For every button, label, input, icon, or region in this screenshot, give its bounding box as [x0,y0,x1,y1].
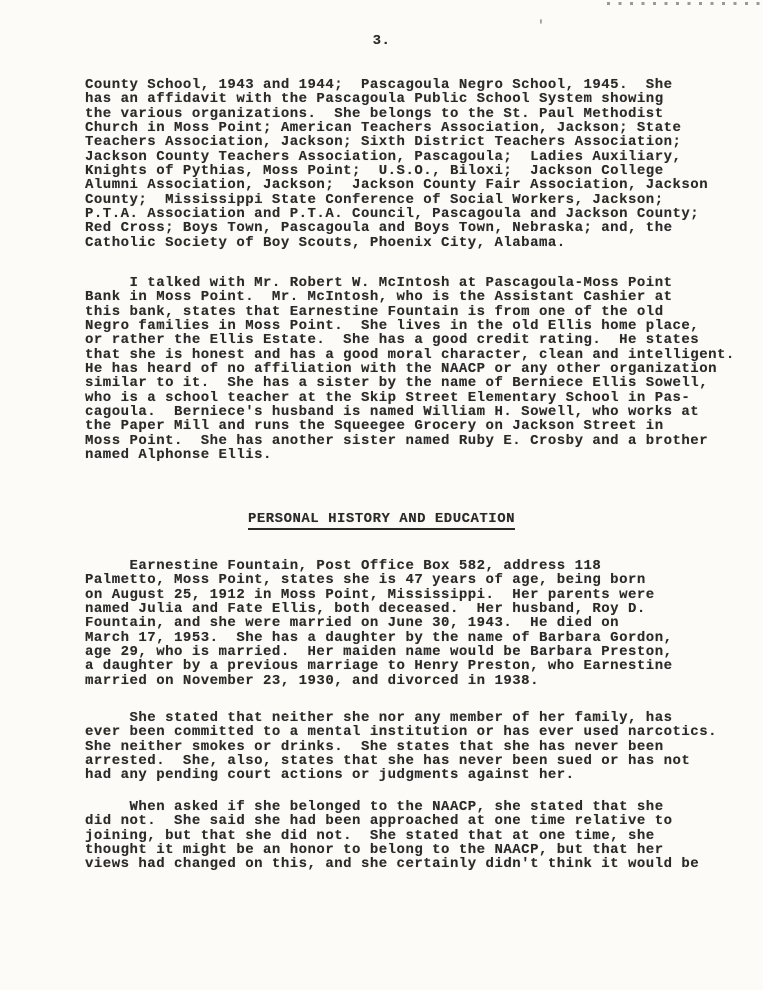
text-line: Negro families in Moss Point. She lives in the old Ellis home place, [85,318,700,335]
text-line: named Alphonse Ellis. [85,447,272,464]
text-line: this bank, states that Earnestine Fountain is from one of the old [85,303,664,320]
text-line: thought it might be an honor to belong to the NAACP, but that her [85,842,664,859]
text-line: I talked with Mr. Robert W. McIntosh at Pascagoula-Moss Point [85,275,673,291]
text-line: County School, 1943 and 1944; Pascagoula Negro School, 1945. She [85,77,673,93]
paragraph-naacp-statement [85,800,763,872]
text-line: P.T.A. Association and P.T.A. Council, Pascagoula and Jackson County; [85,206,700,223]
section-heading [0,511,763,530]
text-line: She neither smokes or drinks. She states that she has never been [85,738,664,755]
text-line: Red Cross; Boys Town, Pascagoula and Boys Town, Nebraska; and, the [85,220,673,237]
text-line: joining, but that she did not. She stated that at one time, she [85,827,655,844]
section-heading-text: PERSONAL HISTORY AND EDUCATION [248,511,515,530]
text-line: a daughter by a previous marriage to Henry Preston, who Earnestine [85,658,673,675]
text-line: arrested. She, also, states that she has never been sued or has not [85,753,691,770]
text-line: March 17, 1953. She has a daughter by the name of Barbara Gordon, [85,629,673,646]
text-line: views had changed on this, and she certainly didn't think it would be [85,856,700,873]
text-line: that she is honest and has a good moral character, clean and intelligent. [85,346,735,363]
text-line: ever been committed to a mental institution or has ever used narcotics. [85,724,717,741]
text-line: Palmetto, Moss Point, states she is 47 years of age, being born [85,572,646,589]
text-line: Teachers Association, Jackson; Sixth District Teachers Association; [85,134,682,151]
text-line: the Paper Mill and runs the Squeegee Grocery on Jackson Street in [85,418,664,435]
text-line: had any pending court actions or judgments against her. [85,767,575,784]
text-line [85,783,763,797]
paragraph-organizations [85,78,763,250]
text-line: did not. She said she had been approached at one time relative to [85,813,673,830]
text-line: When asked if she belonged to the NAACP, she stated that she [85,799,664,815]
text-line: Bank in Moss Point. Mr. McIntosh, who is the Assistant Cashier at [85,289,673,306]
text-line: has an affidavit with the Pascagoula Public School System showing [85,91,664,108]
text-line: She stated that neither she nor any member of her family, has [85,710,673,726]
text-line: named Julia and Fate Ellis, both deceased. Her husband, Roy D. [85,601,646,618]
text-line: married on November 23, 1930, and divorced in 1938. [85,672,539,689]
text-line: Alumni Association, Jackson; Jackson County Fair Association, Jackson [85,177,709,194]
stray-mark: ' [537,18,546,33]
paragraph-mcintosh-interview [85,276,763,462]
text-line: Earnestine Fountain, Post Office Box 582, address 118 [85,558,602,574]
text-line: on August 25, 1912 in Moss Point, Mississippi. Her parents were [85,586,655,603]
text-line: the various organizations. She belongs to the St. Paul Methodist [85,105,664,122]
text-line: Catholic Society of Boy Scouts, Phoenix City, Alabama. [85,234,566,251]
text-line: or rather the Ellis Estate. She has a good credit rating. He states [85,332,700,349]
dotted-edge-marks [607,2,761,5]
text-line: Fountain, and she were married on June 30, 1943. He died on [85,615,620,632]
paragraph-character-statements [85,711,763,797]
text-line: who is a school teacher at the Skip Street Elementary School in Pas- [85,389,691,406]
text-line: Moss Point. She has another sister named Ruby E. Crosby and a brother [85,432,709,449]
text-line: County; Mississippi State Conference of Social Workers, Jackson; [85,191,664,208]
text-line: similar to it. She has a sister by the name of Berniece Ellis Sowell, [85,375,709,392]
page-number: 3. [372,33,391,49]
text-line: He has heard of no affiliation with the NAACP or any other organization [85,361,717,378]
text-line: cagoula. Berniece's husband is named William H. Sowell, who works at [85,404,700,421]
paragraph-personal-history [85,559,763,688]
text-line: age 29, who is married. Her maiden name would be Barbara Preston, [85,644,673,661]
text-line: Knights of Pythias, Moss Point; U.S.O., Biloxi; Jackson College [85,163,664,180]
text-line: Church in Moss Point; American Teachers Association, Jackson; State [85,120,682,137]
text-line: Jackson County Teachers Association, Pascagoula; Ladies Auxiliary, [85,148,682,165]
